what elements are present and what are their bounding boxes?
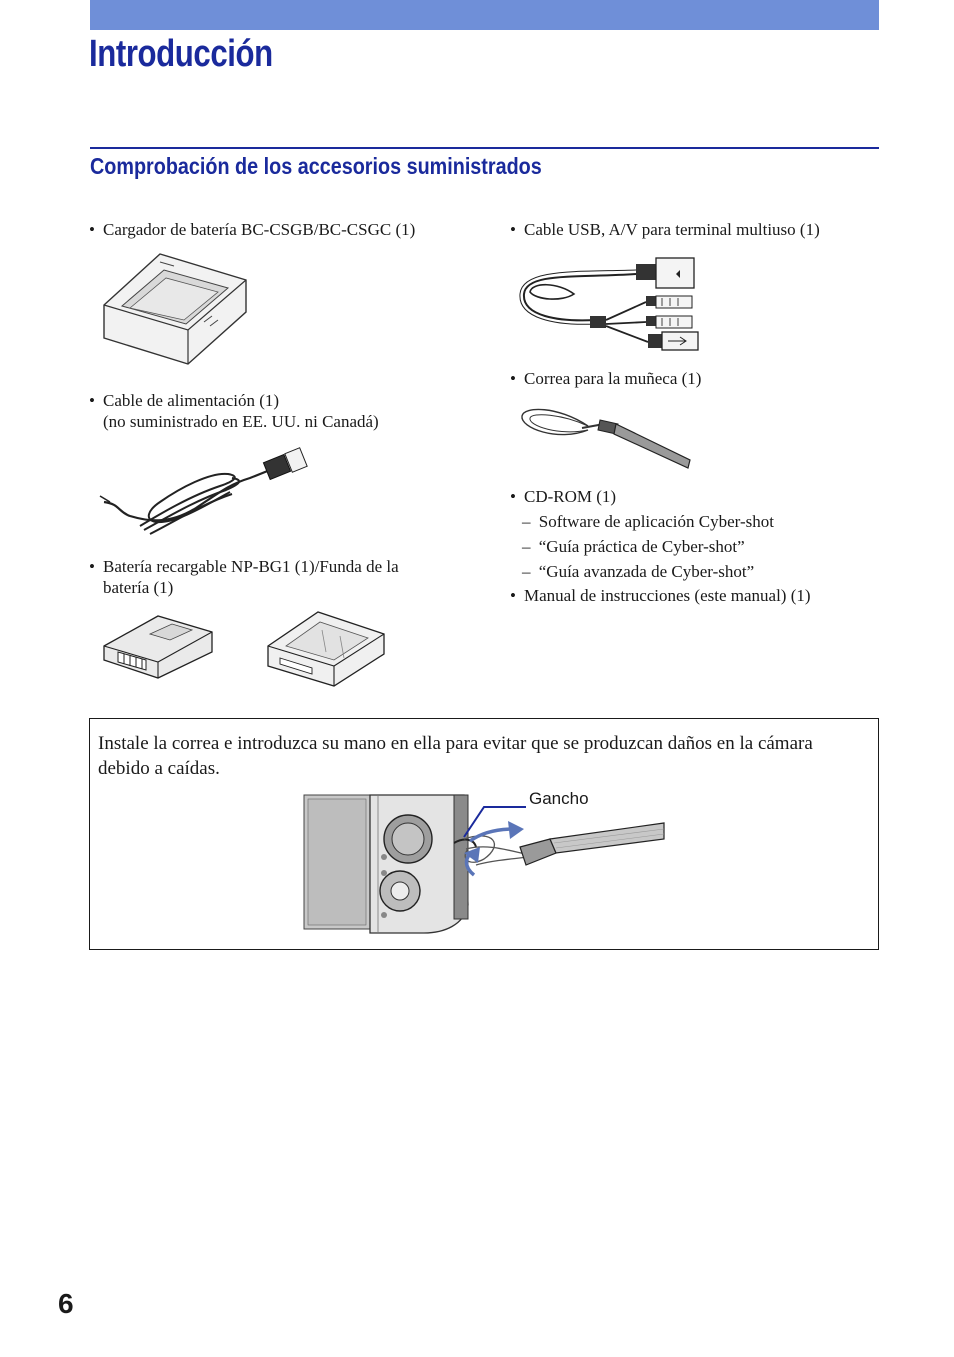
sublist-item	[522, 511, 774, 532]
list-item-label: Cable USB, A/V para terminal multiuso (1)	[524, 220, 820, 239]
section-divider	[90, 147, 879, 149]
sublist-item-label: Software de aplicación Cyber-shot	[538, 512, 774, 531]
list-item-label-continued: batería (1)	[103, 578, 174, 597]
wrist-strap-illustration	[518, 402, 696, 474]
bullet: •	[510, 487, 516, 506]
bullet: •	[89, 557, 95, 576]
section-title: Comprobación de los accesorios suministrados	[90, 153, 542, 179]
page-number: 6	[58, 1288, 74, 1319]
battery-charger-illustration	[100, 250, 250, 370]
dash: –	[522, 512, 531, 531]
page-title: Introducción	[89, 33, 273, 75]
list-item-label: Cable de alimentación (1)	[103, 391, 280, 410]
bullet: •	[89, 220, 95, 239]
power-cord-illustration	[100, 444, 310, 544]
note-text: Instale la correa e introduzca su mano en ella para evitar que se produzcan daños en la cámara debido a caídas.	[98, 733, 813, 779]
battery-illustration	[100, 612, 215, 680]
usb-av-cable-illustration	[518, 254, 702, 354]
list-item-label: Correa para la muñeca (1)	[524, 369, 702, 388]
list-item-label: Manual de instrucciones (este manual) (1)	[524, 586, 811, 605]
header-color-band	[90, 0, 879, 30]
list-item-label: Cargador de batería BC-CSGB/BC-CSGC (1)	[103, 220, 416, 239]
sublist-item	[522, 536, 745, 557]
bullet: •	[510, 586, 516, 605]
note-box	[89, 718, 879, 950]
hook-label: Gancho	[529, 789, 589, 808]
sublist-item-label: “Guía práctica de Cyber-shot”	[538, 537, 745, 556]
sublist-item	[522, 561, 754, 582]
bullet: •	[510, 369, 516, 388]
list-item-label: Batería recargable NP-BG1 (1)/Funda de la	[103, 557, 399, 576]
list-item-label: CD-ROM (1)	[524, 487, 617, 506]
bullet: •	[89, 391, 95, 410]
camera-strap-illustration	[304, 795, 666, 937]
list-item-note: (no suministrado en EE. UU. ni Canadá)	[103, 412, 379, 431]
battery-case-illustration	[264, 608, 388, 688]
bullet: •	[510, 220, 516, 239]
dash: –	[522, 537, 531, 556]
dash: –	[522, 562, 531, 581]
sublist-item-label: “Guía avanzada de Cyber-shot”	[538, 562, 755, 581]
